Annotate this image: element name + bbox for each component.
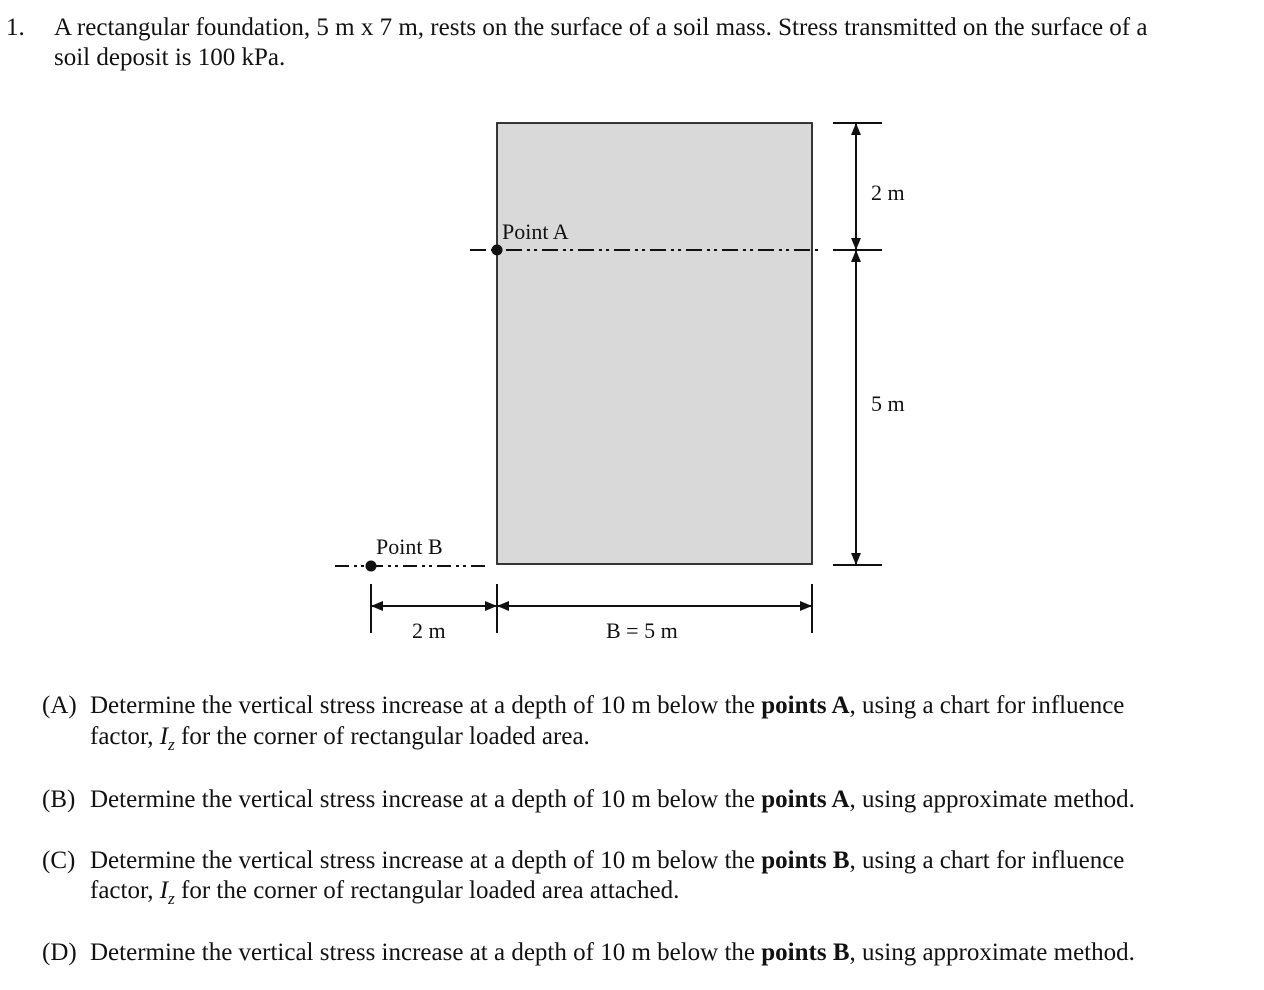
dim-left-bottom-label: 2 m bbox=[412, 618, 446, 643]
question-a-tag: (A) bbox=[42, 692, 77, 719]
question-b-text-pre: Determine the vertical stress increase at a depth of 10 m below the bbox=[90, 786, 762, 813]
question-a-cont-post: for the corner of rectangular loaded area. bbox=[174, 723, 590, 750]
point-a-marker bbox=[492, 245, 503, 256]
question-b bbox=[42, 786, 1135, 814]
question-d-bold: points B bbox=[761, 939, 850, 966]
question-a-bold: points A bbox=[761, 692, 850, 719]
dim-right-label: 5 m bbox=[871, 391, 905, 416]
question-c-tag: (C) bbox=[42, 847, 76, 874]
dim-width-label: B = 5 m bbox=[606, 618, 678, 643]
question-d-text-post: , using approximate method. bbox=[849, 939, 1135, 966]
question-a-continued bbox=[90, 723, 590, 755]
question-c-cont-pre: factor, bbox=[90, 877, 160, 904]
problem-text-line1: A rectangular foundation, 5 m x 7 m, rests on the surface of a soil mass. Stress transmitted on the surface of a bbox=[54, 14, 1148, 41]
question-a-text-pre: Determine the vertical stress increase at a depth of 10 m below the bbox=[90, 692, 762, 719]
question-d-tag: (D) bbox=[42, 939, 77, 966]
question-c bbox=[42, 847, 1124, 875]
point-b-label: Point B bbox=[376, 534, 443, 559]
question-a bbox=[42, 692, 1124, 720]
question-b-tag: (B) bbox=[42, 786, 76, 813]
question-c-text-pre: Determine the vertical stress increase at a depth of 10 m below the bbox=[90, 847, 762, 874]
foundation-rectangle bbox=[497, 123, 812, 564]
point-b-marker bbox=[366, 561, 377, 572]
question-c-bold: points B bbox=[761, 847, 850, 874]
problem-number: 1. bbox=[6, 14, 25, 41]
influence-factor-symbol: $I_z$ bbox=[159, 723, 175, 754]
question-c-text-post: , using a chart for influence bbox=[849, 847, 1125, 874]
point-a-label: Point A bbox=[502, 219, 569, 244]
dim-top-label: 2 m bbox=[871, 180, 905, 205]
question-b-text-post: , using approximate method. bbox=[849, 786, 1135, 813]
influence-factor-symbol: $I_z$ bbox=[159, 877, 175, 908]
question-c-cont-post: for the corner of rectangular loaded area attached. bbox=[174, 877, 680, 904]
question-b-bold: points A bbox=[761, 786, 850, 813]
question-a-cont-pre: factor, bbox=[90, 723, 160, 750]
question-a-text-post: , using a chart for influence bbox=[849, 692, 1125, 719]
question-c-continued bbox=[90, 877, 679, 909]
problem-text-line2: soil deposit is 100 kPa. bbox=[54, 44, 286, 71]
question-d-text-pre: Determine the vertical stress increase at a depth of 10 m below the bbox=[90, 939, 762, 966]
question-d bbox=[42, 939, 1135, 967]
